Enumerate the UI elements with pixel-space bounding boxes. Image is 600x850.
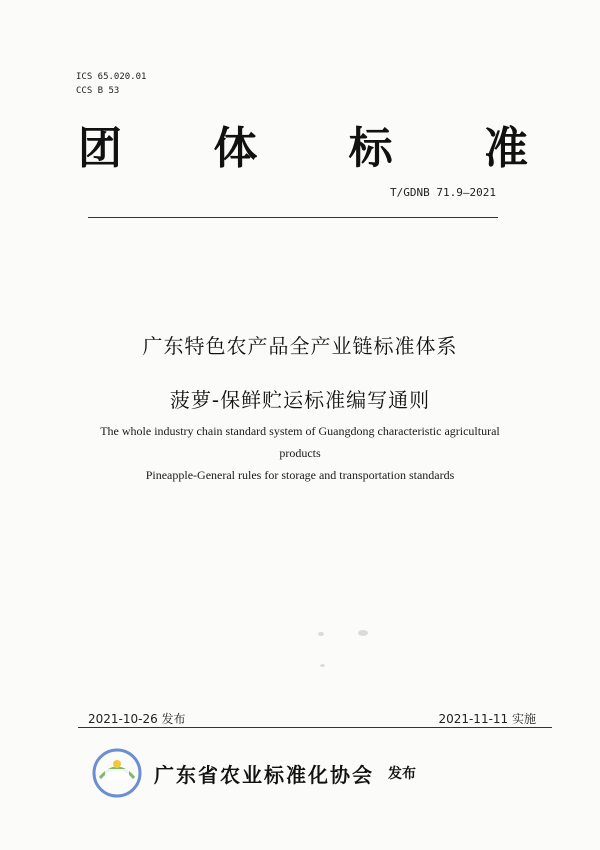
document-type-char: 标 <box>348 123 393 174</box>
document-type-heading <box>78 112 528 176</box>
title-english-line1: The whole industry chain standard system of Guangdong characteristic agricultural <box>100 424 500 438</box>
association-logo-graphic <box>92 748 142 798</box>
scan-speck <box>320 664 325 667</box>
title-english-line3: Pineapple-General rules for storage and transportation standards <box>145 468 455 482</box>
document-type-char: 体 <box>213 123 258 174</box>
scan-speck <box>358 630 368 636</box>
association-logo-icon <box>92 748 142 798</box>
document-type-char: 准 <box>483 123 528 174</box>
standard-number: T/GDNB 71.9—2021 <box>390 186 496 199</box>
publish-label: 发布 <box>388 766 416 782</box>
title-chinese-line1: 广东特色农产品全产业链标准体系 <box>142 334 458 358</box>
title-english-line2: products <box>279 446 321 460</box>
ics-code: ICS 65.020.01 <box>76 72 147 82</box>
issue-date: 2021-10-26 发布 <box>88 712 186 726</box>
publisher-footer <box>92 748 416 798</box>
publisher-name: 广东省农业标准化协会 <box>154 762 374 787</box>
document-type-char: 团 <box>78 123 122 174</box>
implementation-date: 2021-11-11 实施 <box>438 712 536 726</box>
bottom-divider <box>78 727 552 728</box>
scan-speck <box>318 632 324 636</box>
title-chinese-line2: 菠萝-保鲜贮运标准编写通则 <box>169 388 431 412</box>
ccs-code: CCS B 53 <box>76 86 120 96</box>
classification-codes <box>76 70 146 98</box>
top-divider <box>88 217 498 218</box>
